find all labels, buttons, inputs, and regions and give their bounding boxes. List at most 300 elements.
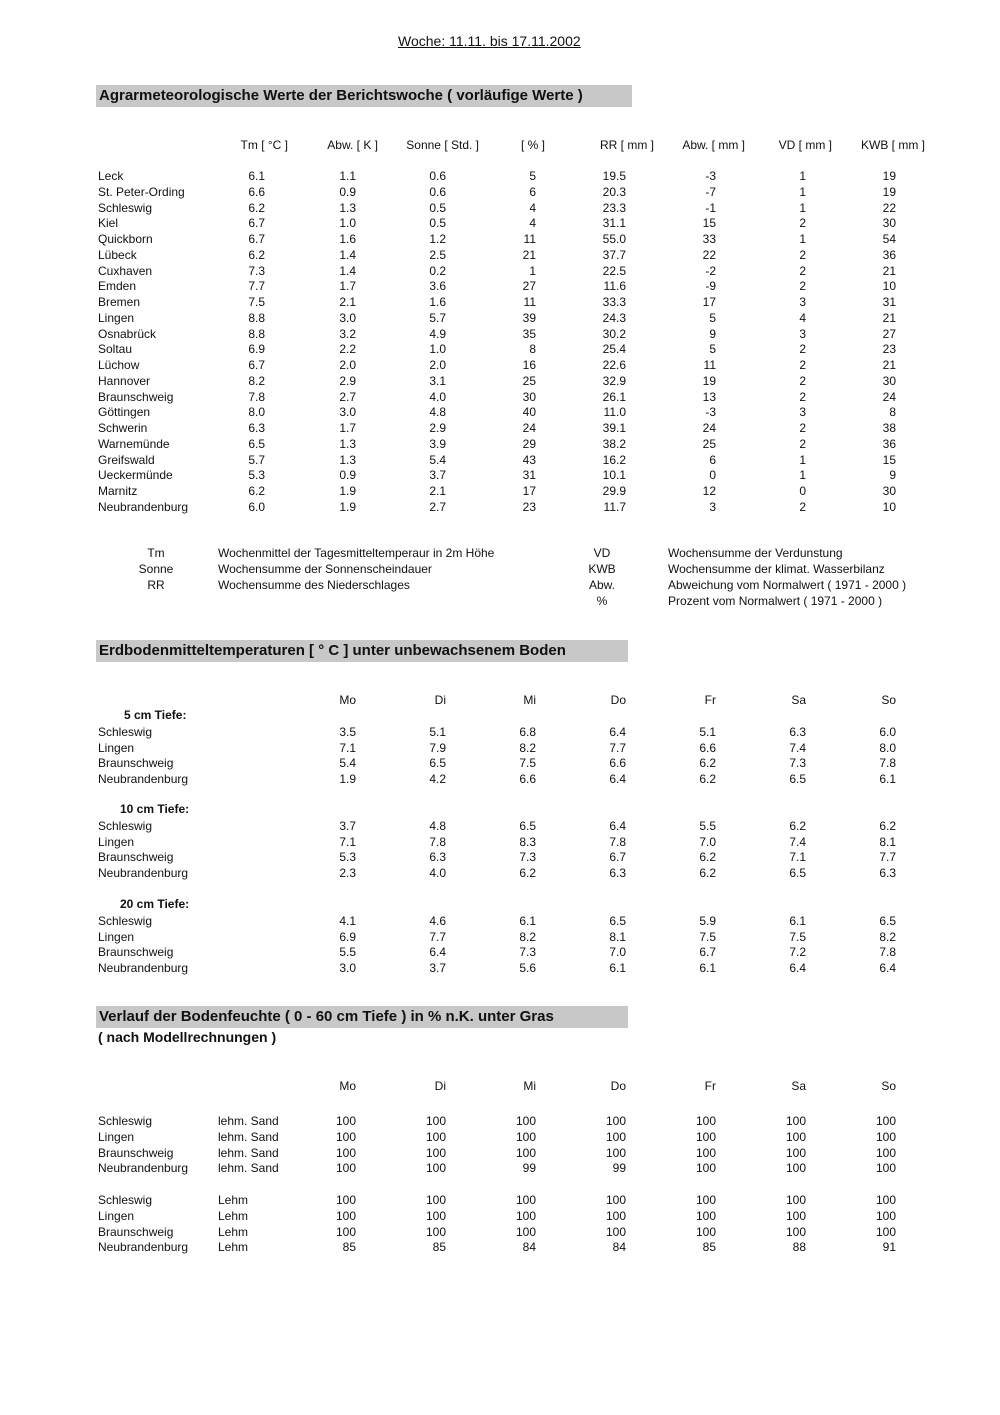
table-row [0,263,1000,279]
table-cell: 2.9 [429,421,446,435]
table-cell: 100 [605,1129,626,1144]
table-cell: 4.1 [339,914,356,928]
table-cell: 0.9 [339,184,356,199]
day-header: Fr [704,693,716,707]
station-name: Lübeck [98,247,137,262]
table-cell: 6.2 [699,772,716,787]
column-header: VD [ mm ] [778,138,832,152]
station-name: Lingen [98,1208,135,1223]
table-cell: 7.1 [789,850,806,865]
table-cell: 3.9 [429,436,446,451]
table-cell: 6.2 [248,247,265,262]
table-cell: 100 [335,1129,356,1144]
day-header: Do [610,1079,626,1093]
table-cell: 7.8 [609,834,626,849]
table-cell: 6.1 [519,914,536,928]
table-cell: 100 [425,1193,446,1207]
table-cell: 5.5 [699,819,716,833]
table-row [0,215,1000,231]
table-row [0,755,1000,771]
table-row [0,231,1000,247]
station-name: Hannover [98,373,151,388]
table-cell: 5.1 [429,725,446,739]
table-cell: 32.9 [602,373,626,388]
station-name: Schleswig [98,1193,153,1207]
table-cell: 3 [799,326,806,341]
table-cell: 5.7 [429,310,446,325]
table-cell: 2.9 [339,373,356,388]
table-cell: 100 [605,1145,626,1160]
table-cell: 85 [702,1240,716,1255]
legend-text: Wochenmittel der Tagesmitteltemperaur in 2m Höhe [218,546,495,560]
table-cell: 25.4 [602,342,626,357]
table-cell: 7.7 [609,740,626,755]
table-cell: 8 [529,342,536,357]
table-cell: 40 [522,405,536,420]
table-cell: 6.1 [699,961,716,976]
table-cell: 7.2 [789,945,806,960]
table-cell: 31 [882,295,896,309]
station-name: Braunschweig [98,756,174,771]
table-row [0,247,1000,263]
table-cell: 8.1 [609,929,626,944]
table-cell: 0.6 [429,184,446,199]
station-name: Lingen [98,740,135,755]
table-cell: 8.8 [248,310,265,325]
station-name: Schleswig [98,819,153,833]
table-cell: 100 [425,1114,446,1128]
table-cell: 6.5 [519,819,536,833]
day-header: Do [610,693,626,707]
table-cell: 0 [709,468,716,483]
legend-abbr: VD [593,546,611,560]
table-cell: 11 [523,295,536,309]
table-cell: 7.3 [789,756,806,771]
table-cell: 5 [529,169,536,183]
legend-abbr: Sonne [138,562,174,576]
table-cell: 1 [799,468,806,483]
section1-column-headers [0,137,1000,153]
report-title: Woche: 11.11. bis 17.11.2002 [398,33,581,49]
table-cell: 100 [875,1129,896,1144]
table-cell: 100 [335,1193,356,1207]
table-cell: 100 [695,1161,716,1176]
table-cell: 23 [522,499,536,514]
table-cell: 5 [709,342,716,357]
legend-abbr: Tm [147,546,165,560]
table-cell: 19 [882,169,896,183]
table-cell: 100 [335,1145,356,1160]
table-cell: 7.9 [429,740,446,755]
soil-type: Lehm [218,1208,249,1223]
station-name: Kiel [98,216,119,231]
table-cell: 3.5 [339,725,356,739]
table-cell: 1.4 [339,247,356,262]
table-cell: 84 [612,1240,626,1255]
table-cell: 100 [605,1114,626,1128]
table-cell: 100 [785,1208,806,1223]
table-cell: 5.1 [699,725,716,739]
table-cell: 2.7 [429,499,446,514]
table-cell: 1.9 [339,499,356,514]
table-cell: 100 [605,1208,626,1223]
table-cell: 37.7 [602,247,626,262]
table-cell: 16.2 [602,452,626,467]
legend-text: Wochensumme der Sonnenscheindauer [218,562,432,576]
table-cell: 100 [695,1145,716,1160]
table-cell: 7.5 [519,756,536,771]
table-row [0,944,1000,960]
table-cell: 5 [709,310,716,325]
table-cell: 7.1 [339,834,356,849]
station-name: Schleswig [98,725,153,739]
table-cell: 5.4 [429,452,446,467]
table-cell: 10 [882,279,896,294]
table-cell: 23.3 [602,200,626,215]
table-cell: 100 [605,1224,626,1239]
table-cell: 6.4 [789,961,806,976]
column-header: Sonne [ Std. ] [406,138,479,152]
table-cell: 31.1 [602,216,626,231]
table-cell: 3.0 [339,961,356,976]
table-cell: 1.7 [339,421,356,435]
table-row [0,1224,1000,1240]
station-name: Neubrandenburg [98,772,189,787]
table-cell: 6.1 [609,961,626,976]
table-cell: 27 [522,279,536,294]
legend-text: Wochensumme des Niederschlages [218,578,410,592]
table-cell: 6.3 [879,866,896,881]
table-cell: 30 [522,389,536,404]
table-cell: 6.7 [248,358,265,372]
table-cell: 17 [522,484,536,498]
table-cell: 6.2 [699,850,716,865]
station-name: Lingen [98,834,135,849]
table-cell: 8.2 [519,740,536,755]
table-cell: 6.8 [519,725,536,739]
table-cell: 100 [515,1208,536,1223]
table-cell: 8.2 [879,929,896,944]
table-cell: 6.5 [609,914,626,928]
table-row [0,499,1000,515]
table-cell: 0.6 [429,169,446,183]
table-cell: 21 [882,310,896,325]
table-cell: 2 [799,373,806,388]
table-cell: 2 [799,358,806,372]
table-cell: 7.5 [789,929,806,944]
table-cell: 25 [522,373,536,388]
soil-type: Lehm [218,1193,249,1207]
table-cell: 4.8 [429,819,446,833]
table-cell: 85 [432,1240,446,1255]
table-cell: 0.2 [429,263,446,278]
table-cell: 100 [875,1161,896,1176]
table-cell: 8.0 [248,405,265,420]
table-cell: 6.6 [519,772,536,787]
table-cell: 1.0 [429,342,446,357]
table-cell: 1.9 [339,484,356,498]
table-cell: 2.3 [339,866,356,881]
station-name: Lingen [98,929,135,944]
table-cell: 1 [799,169,806,183]
table-cell: 15 [882,452,896,467]
day-header: Mo [339,1079,356,1093]
column-header: [ % ] [520,138,545,152]
table-cell: 43 [522,452,536,467]
table-cell: 0 [799,484,806,498]
table-row [0,483,1000,499]
table-cell: 7.3 [519,945,536,960]
table-cell: 16 [522,358,536,372]
day-header: Sa [791,693,806,707]
table-cell: 2.1 [339,295,356,309]
table-cell: 2.7 [339,389,356,404]
table-cell: 7.7 [429,929,446,944]
table-cell: 2.1 [429,484,446,498]
table-row [0,818,1000,834]
table-cell: 7.1 [339,740,356,755]
table-cell: 6.3 [609,866,626,881]
table-row [0,436,1000,452]
table-cell: 88 [792,1240,806,1255]
table-cell: 6.6 [248,184,265,199]
table-cell: 6.4 [609,725,626,739]
table-cell: 3.2 [339,326,356,341]
table-cell: 91 [882,1240,896,1255]
table-row [0,389,1000,405]
table-row [0,1160,1000,1176]
table-row [0,1208,1000,1224]
table-cell: 30 [882,216,896,231]
table-cell: 100 [335,1161,356,1176]
table-cell: 4.8 [429,405,446,420]
table-cell: 24 [702,421,716,435]
table-cell: 31 [522,468,536,483]
table-cell: 3.1 [429,373,446,388]
table-cell: 0.9 [339,468,356,483]
station-name: Neubrandenburg [98,1240,189,1255]
table-cell: 11 [523,232,536,246]
table-row [0,168,1000,184]
table-cell: 5.9 [699,914,716,928]
table-cell: 100 [515,1193,536,1207]
table-cell: 3.0 [339,310,356,325]
table-cell: 6.2 [789,819,806,833]
table-cell: 5.3 [339,850,356,865]
table-cell: 100 [785,1114,806,1128]
table-cell: 6.7 [248,216,265,231]
table-row [0,294,1000,310]
legend-text: Wochensumme der Verdunstung [668,546,843,560]
table-cell: 99 [522,1161,536,1176]
table-cell: 6.7 [609,850,626,865]
table-cell: 8.3 [519,834,536,849]
table-cell: 7.5 [248,295,265,309]
day-header: Mo [339,693,356,707]
table-cell: 4.9 [429,326,446,341]
table-row [0,929,1000,945]
day-header: Mi [523,1079,536,1093]
station-name: Braunschweig [98,850,174,865]
table-cell: 19 [882,184,896,199]
table-cell: 6.2 [699,756,716,771]
column-header: KWB [ mm ] [861,138,925,152]
table-cell: 33.3 [602,295,626,309]
table-row [0,740,1000,756]
station-name: Schleswig [98,200,153,215]
table-cell: 11.6 [603,279,626,294]
station-name: Lingen [98,310,135,325]
station-name: St. Peter-Ording [98,184,185,199]
table-row [0,420,1000,436]
table-cell: 7.0 [699,834,716,849]
station-name: Lingen [98,1129,135,1144]
table-cell: 100 [425,1208,446,1223]
table-cell: 7.8 [429,834,446,849]
table-cell: 100 [785,1224,806,1239]
table-cell: 100 [695,1208,716,1223]
table-cell: 2 [799,499,806,514]
table-row [0,1129,1000,1145]
table-cell: 6.3 [248,421,265,435]
table-cell: 29 [522,436,536,451]
depth-label: 20 cm Tiefe: [120,897,190,911]
table-cell: 7.0 [609,945,626,960]
table-cell: -7 [705,184,716,199]
table-cell: 7.8 [879,945,896,960]
station-name: Soltau [98,342,133,357]
table-cell: 6.7 [248,232,265,246]
table-cell: 5.6 [519,961,536,976]
table-cell: 6.2 [248,200,265,215]
legend-text: Abweichung vom Normalwert ( 1971 - 2000 ) [668,578,907,592]
table-cell: 35 [522,326,536,341]
table-cell: 6.3 [429,850,446,865]
table-cell: 2 [799,216,806,231]
table-cell: 0.5 [429,200,446,215]
station-name: Bremen [98,295,141,309]
table-cell: 4 [529,200,536,215]
table-cell: 100 [515,1224,536,1239]
table-cell: 6.5 [789,772,806,787]
section3-heading: Verlauf der Bodenfeuchte ( 0 - 60 cm Tiefe ) in % n.K. unter Gras [96,1006,628,1028]
table-cell: 38 [882,421,896,435]
section3-day-headers [0,1078,1000,1094]
table-cell: 2 [799,263,806,278]
table-cell: 38.2 [602,436,626,451]
table-row [0,724,1000,740]
table-cell: 19 [702,373,716,388]
table-cell: -9 [705,279,716,294]
table-cell: 2 [799,389,806,404]
table-cell: 36 [882,247,896,262]
station-name: Schwerin [98,421,148,435]
table-row [0,960,1000,976]
table-cell: 6.5 [879,914,896,928]
table-row [0,1145,1000,1161]
table-cell: 8.8 [248,326,265,341]
table-cell: 6.6 [699,740,716,755]
table-cell: 21 [522,247,536,262]
table-cell: 3 [799,405,806,420]
table-cell: 99 [612,1161,626,1176]
table-cell: 6.4 [429,945,446,960]
table-cell: 2.2 [339,342,356,357]
table-cell: 22.5 [602,263,626,278]
table-cell: 4.6 [429,914,446,928]
section2-heading: Erdbodenmitteltemperaturen [ ° C ] unter unbewachsenem Boden [96,640,628,662]
table-cell: 24 [522,421,536,435]
table-cell: 22.6 [602,358,626,372]
table-cell: 100 [425,1224,446,1239]
table-cell: 100 [875,1193,896,1207]
station-name: Schleswig [98,1114,153,1128]
table-cell: 21 [882,358,896,372]
table-row [0,184,1000,200]
station-name: Leck [98,169,124,183]
table-cell: 8.0 [879,740,896,755]
table-cell: 4.0 [429,866,446,881]
table-cell: 6.2 [519,866,536,881]
column-header: Abw. [ mm ] [682,138,745,152]
table-cell: 6.2 [879,819,896,833]
table-cell: 6.9 [248,342,265,357]
column-header: Abw. [ K ] [327,138,378,152]
table-cell: 100 [875,1114,896,1128]
table-cell: 10 [882,499,896,514]
table-cell: 6.1 [248,169,265,183]
table-cell: 4 [799,310,806,325]
table-cell: 9 [709,326,716,341]
table-cell: 7.7 [879,850,896,865]
table-cell: 100 [515,1114,536,1128]
table-cell: 20.3 [602,184,626,199]
table-cell: 100 [785,1161,806,1176]
table-cell: 24.3 [602,310,626,325]
table-cell: 2 [799,436,806,451]
table-cell: 1.3 [339,436,356,451]
section2-day-headers [0,692,1000,708]
table-cell: 23 [882,342,896,357]
table-cell: 3.7 [339,819,356,833]
section1-heading: Agrarmeteorologische Werte der Berichtswoche ( vorläufige Werte ) [96,85,632,107]
table-cell: 1.1 [339,169,356,183]
table-cell: 27 [882,326,896,341]
table-row [0,1192,1000,1208]
table-cell: 9 [889,468,896,483]
table-cell: 6.1 [789,914,806,928]
table-cell: -2 [705,263,716,278]
table-cell: 1.6 [339,232,356,246]
station-name: Schleswig [98,914,153,928]
table-cell: 3.7 [429,468,446,483]
table-cell: 30.2 [602,326,626,341]
table-cell: 1.0 [339,216,356,231]
table-cell: 7.3 [248,263,265,278]
soil-type: lehm. Sand [218,1129,279,1144]
table-cell: 24 [882,389,896,404]
table-cell: 6.4 [609,772,626,787]
table-cell: 2 [799,247,806,262]
table-cell: 13 [702,389,716,404]
section3-subheading: ( nach Modellrechnungen ) [98,1029,277,1045]
legend-abbr: Abw. [588,578,615,592]
table-cell: 100 [515,1145,536,1160]
station-name: Braunschweig [98,945,174,960]
table-cell: 7.5 [699,929,716,944]
table-cell: 6.1 [879,772,896,787]
table-cell: 1.3 [339,452,356,467]
